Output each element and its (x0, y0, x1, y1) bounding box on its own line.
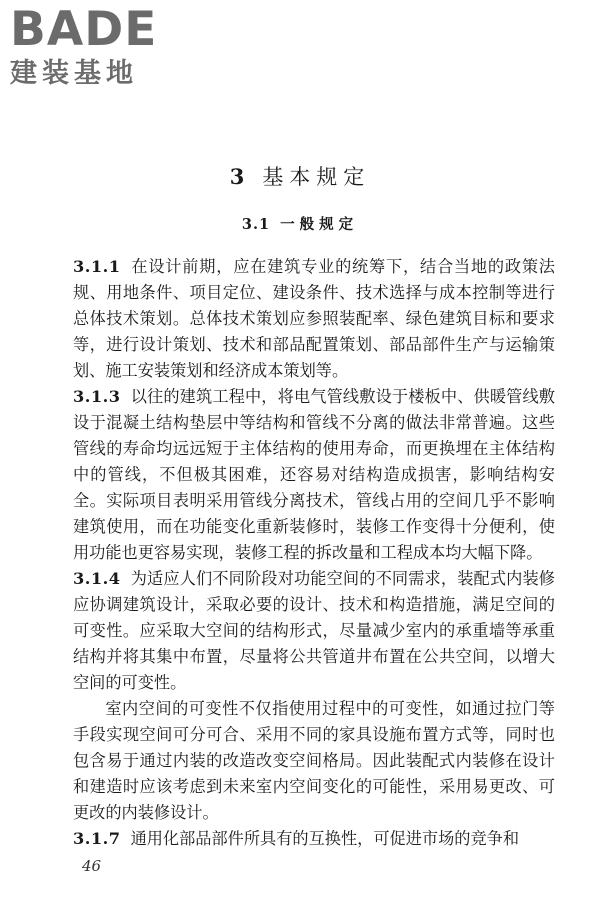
section-title (0, 214, 600, 236)
clause-number: 3.1.3 (73, 387, 121, 406)
bade-logo (10, 4, 180, 90)
chapter-title-text: 基本规定 (262, 165, 371, 189)
clause-text: 以往的建筑工程中，将电气管线敷设于楼板中、供暖管线敷设于混凝土结构垫层中等结构和管线不分离的做法非常普遍。这些管线的寿命均远远短于主体结构的使用寿命，而更换埋在主体结构中的管线，不但极其困难，还容易对结构造成损害，影响结构安全。实际项目表明采用管线分离技术，管线占用的空间几乎不影响建筑使用，而在功能变化重新装修时，装修工作变得十分便利，使用功能也更容易实现，装修工程的拆改量和工程成本均大幅下降。 (73, 387, 555, 562)
chapter-title (0, 163, 600, 191)
clause-paragraph (73, 566, 555, 696)
logo-wordmark: BADE (10, 2, 158, 57)
clause-paragraph (73, 826, 555, 852)
clause-number: 3.1.1 (73, 257, 121, 276)
clause-paragraph (73, 384, 555, 566)
chapter-number: 3 (229, 164, 251, 189)
continuation-paragraph (73, 696, 555, 826)
logo-chinese-name: 建装基地 (10, 58, 138, 89)
clause-text: 通用化部品部件所具有的互换性，可促进市场的竞争和 (130, 829, 520, 848)
clause-number: 3.1.7 (73, 829, 121, 848)
clause-text: 为适应人们不同阶段对功能空间的不同需求，装配式内装修应协调建筑设计，采取必要的设计、技术和构造措施，满足空间的可变性。应采取大空间的结构形式，尽量减少室内的承重墙等承重结构并将其集中布置，尽量将公共管道井布置在公共空间，以增大空间的可变性。 (73, 569, 555, 692)
clause-paragraph (73, 254, 555, 384)
paragraph-text: 室内空间的可变性不仅指使用过程中的可变性，如通过拉门等手段实现空间可分可合、采用不同的家具设施布置方式等，同时也包含易于通过内装的改造改变空间格局。因此装配式内装修在设计和建造时应该考虑到未来室内空间变化的可能性，采用易更改、可更改的内装修设计。 (73, 699, 555, 822)
page-number: 46 (82, 857, 102, 875)
body-text (73, 254, 555, 852)
section-number: 3.1 (241, 216, 271, 233)
clause-number: 3.1.4 (73, 569, 121, 588)
section-title-text: 一般规定 (280, 216, 359, 233)
clause-text: 在设计前期，应在建筑专业的统筹下，结合当地的政策法规、用地条件、项目定位、建设条件、技术选择与成本控制等进行总体技术策划。总体技术策划应参照装配率、绿色建筑目标和要求等，进行设计策划、技术和部品配置策划、部品部件生产与运输策划、施工安装策划和经济成本策划等。 (73, 257, 555, 380)
